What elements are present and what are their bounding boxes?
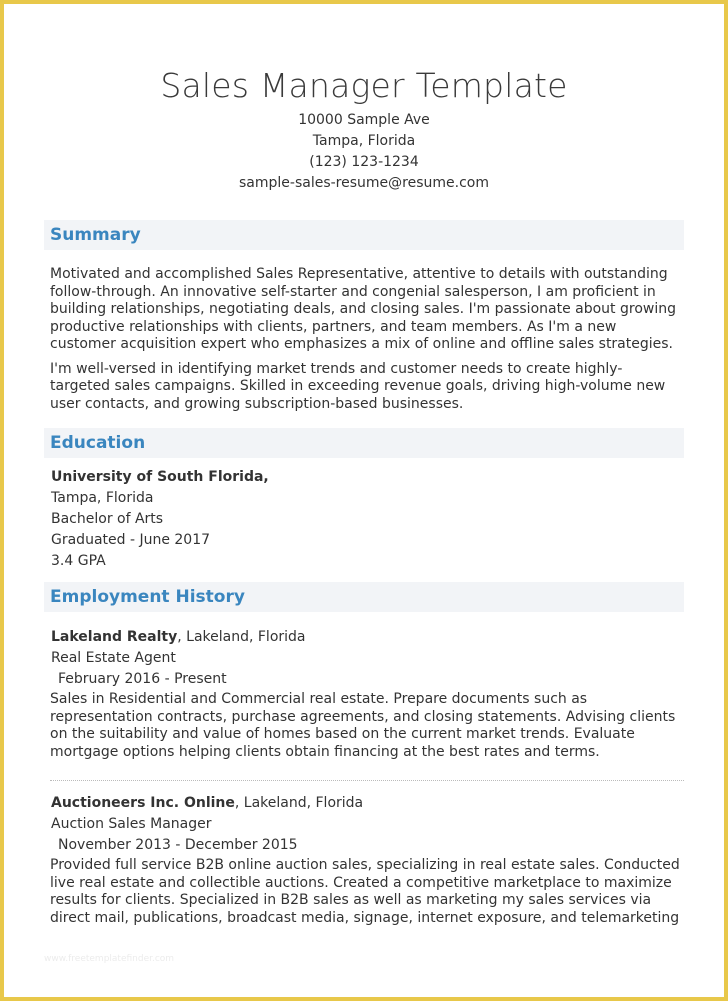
education-school: University of South Florida, [51,469,269,485]
job-entry [4,793,724,927]
contact-email: sample-sales-resume@resume.com [239,175,489,191]
job-title: Real Estate Agent [51,650,176,666]
job-dates: November 2013 - December 2015 [58,837,298,853]
job-company-line [51,627,724,648]
resume-page [4,4,724,997]
education-gpa: 3.4 GPA [51,553,106,569]
education-location: Tampa, Florida [51,490,154,506]
job-location: , Lakeland, Florida [234,795,364,811]
resume-header [4,66,724,194]
education-degree: Bachelor of Arts [51,511,164,527]
job-dates: February 2016 - Present [58,671,227,687]
job-location: , Lakeland, Florida [177,629,306,645]
job-company: Lakeland Realty [51,629,178,645]
job-entry [4,627,724,761]
contact-address: 10000 Sample Ave [298,112,430,128]
summary-paragraph-1: Motivated and accomplished Sales Representative, attentive to details with outstanding follow-through. An innovative self-starter and congenial salesperson, I am proficient in building relationships, negotiating deals, and closing sales. I'm passionate about growing productive relationships with clients, partners, and team members. As I'm a new customer acquisition expert who emphasizes a mix of online and offline sales strategies. [50,266,676,352]
employment-section-header [44,582,684,612]
contact-phone: (123) 123-1234 [309,154,419,170]
job-description: Sales in Residential and Commercial real estate. Prepare documents such as representation contracts, purchase agreements, and closing statements. Advising clients on the suitability and value of homes based on the current market trends. Evaluate mortgage options helping clients obtain financing at the best rates and terms. [50,691,676,760]
education-section-header [44,428,684,458]
summary-heading: Summary [50,225,141,245]
job-divider [50,780,684,781]
summary-paragraph-2: I'm well-versed in identifying market trends and customer needs to create highly-targeted sales campaigns. Skilled in exceeding revenue goals, driving high-volume new user contacts, and growing subscription-based businesses. [50,360,666,412]
education-heading: Education [50,433,146,453]
education-graduated: Graduated - June 2017 [51,532,211,548]
watermark: www.freetemplatefinder.com [44,954,175,964]
employment-heading: Employment History [50,587,245,607]
job-description: Provided full service B2B online auction sales, specializing in real estate sales. Conducted live real estate and collectible auctions. Created a competitive marketplace to maximize results for clients. Specialized in B2B sales as well as marketing my sales services via direct mail, publications, broadcast media, signage, internet exposure, and telemarketing [50,857,680,926]
job-company-line [51,793,724,814]
resume-title: Sales Manager Template [160,66,568,105]
job-company: Auctioneers Inc. Online [51,795,235,811]
job-title: Auction Sales Manager [51,816,212,832]
education-entry [4,467,724,572]
contact-city: Tampa, Florida [312,133,416,149]
summary-section-header [44,220,684,250]
